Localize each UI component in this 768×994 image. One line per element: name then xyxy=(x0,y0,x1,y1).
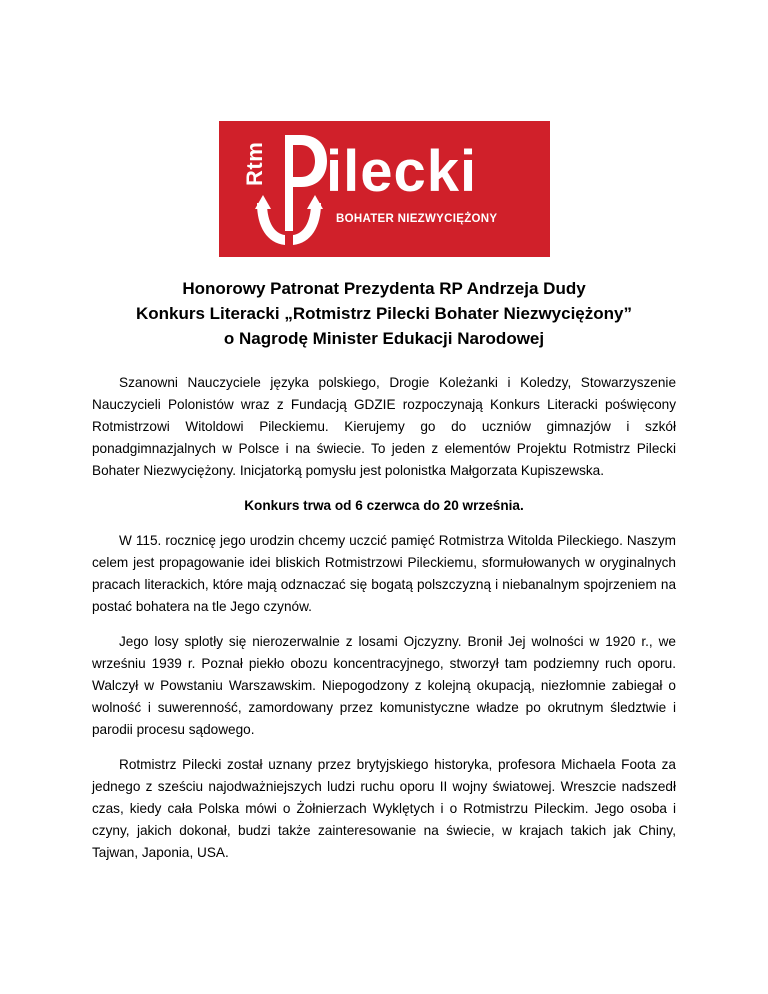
kotwica-anchor-icon xyxy=(255,131,329,247)
paragraph-biography: Jego losy splotły się nierozerwalnie z losami Ojczyzny. Bronił Jej wolności w 1920 r., we wrześniu 1939 r. Poznał piekło obozu koncentracyjnego, stworzył tam podziemny ruch oporu. Walczył w Powstaniu Warszawskim. Niepogodzony z kolejną okupacją, niezłomnie zabiegał o wolność i suwerenność, zamordowany przez komunistyczne władze po okrutnym śledztwie i parodii procesu sądowego. xyxy=(92,634,676,737)
paragraph-dates: Konkurs trwa od 6 czerwca do 20 września. xyxy=(244,498,524,513)
heading-line-award: o Nagrodę Minister Edukacji Narodowej xyxy=(223,329,545,348)
document-body xyxy=(92,372,676,877)
pilecki-logo: Rtm ilecki BOHATER NIEZWYCIĘŻONY xyxy=(219,121,550,257)
paragraph-recognition: Rotmistrz Pilecki został uznany przez brytyjskiego historyka, profesora Michaela Foota za jednego z sześciu najodważniejszych ludzi ruchu oporu II wojny światowej. Wreszcie nadszedł czas, kiedy cała Polska mówi o Żołnierzach Wyklętych i o Rotmistrzu Pileckim. Jego osoba i czyny, jakich dokonał, budzi także zainteresowanie na świecie, w krajach takich jak Chiny, Tajwan, Japonia, USA. xyxy=(92,757,676,860)
heading-line-contest: Konkurs Literacki „Rotmistrz Pilecki Bohater Niezwyciężony” xyxy=(136,304,632,323)
logo-name-text: ilecki xyxy=(326,139,478,204)
paragraph-intro: Szanowni Nauczyciele języka polskiego, Drogie Koleżanki i Koledzy, Stowarzyszenie Nauczycieli Polonistów wraz z Fundacją GDZIE rozpoczynają Konkurs Literacki poświęcony Rotmistrzowi Witoldowi Pileckiemu. Kierujemy go do uczniów gimnazjów i szkół ponadgimnazjalnych w Polsce i na świecie. To jeden z elementów Projektu Rotmistrz Pilecki Bohater Niezwyciężony. Inicjatorką pomysłu jest polonistka Małgorzata Kupiszewska. xyxy=(92,375,676,478)
document-heading xyxy=(0,276,768,351)
logo-subtitle-text: BOHATER NIEZWYCIĘŻONY xyxy=(336,213,498,225)
heading-line-patronage: Honorowy Patronat Prezydenta RP Andrzeja Dudy xyxy=(182,279,586,298)
paragraph-anniversary: W 115. rocznicę jego urodzin chcemy uczcić pamięć Rotmistrza Witolda Pileckiego. Naszym celem jest propagowanie idei bliskich Rotmistrzowi Pileckiemu, sformułowanych w oryginalnych pracach literackich, które mają odznaczać się bogatą polszczyzną i niebanalnym spojrzeniem na postać bohatera na tle Jego czynów. xyxy=(92,533,676,614)
